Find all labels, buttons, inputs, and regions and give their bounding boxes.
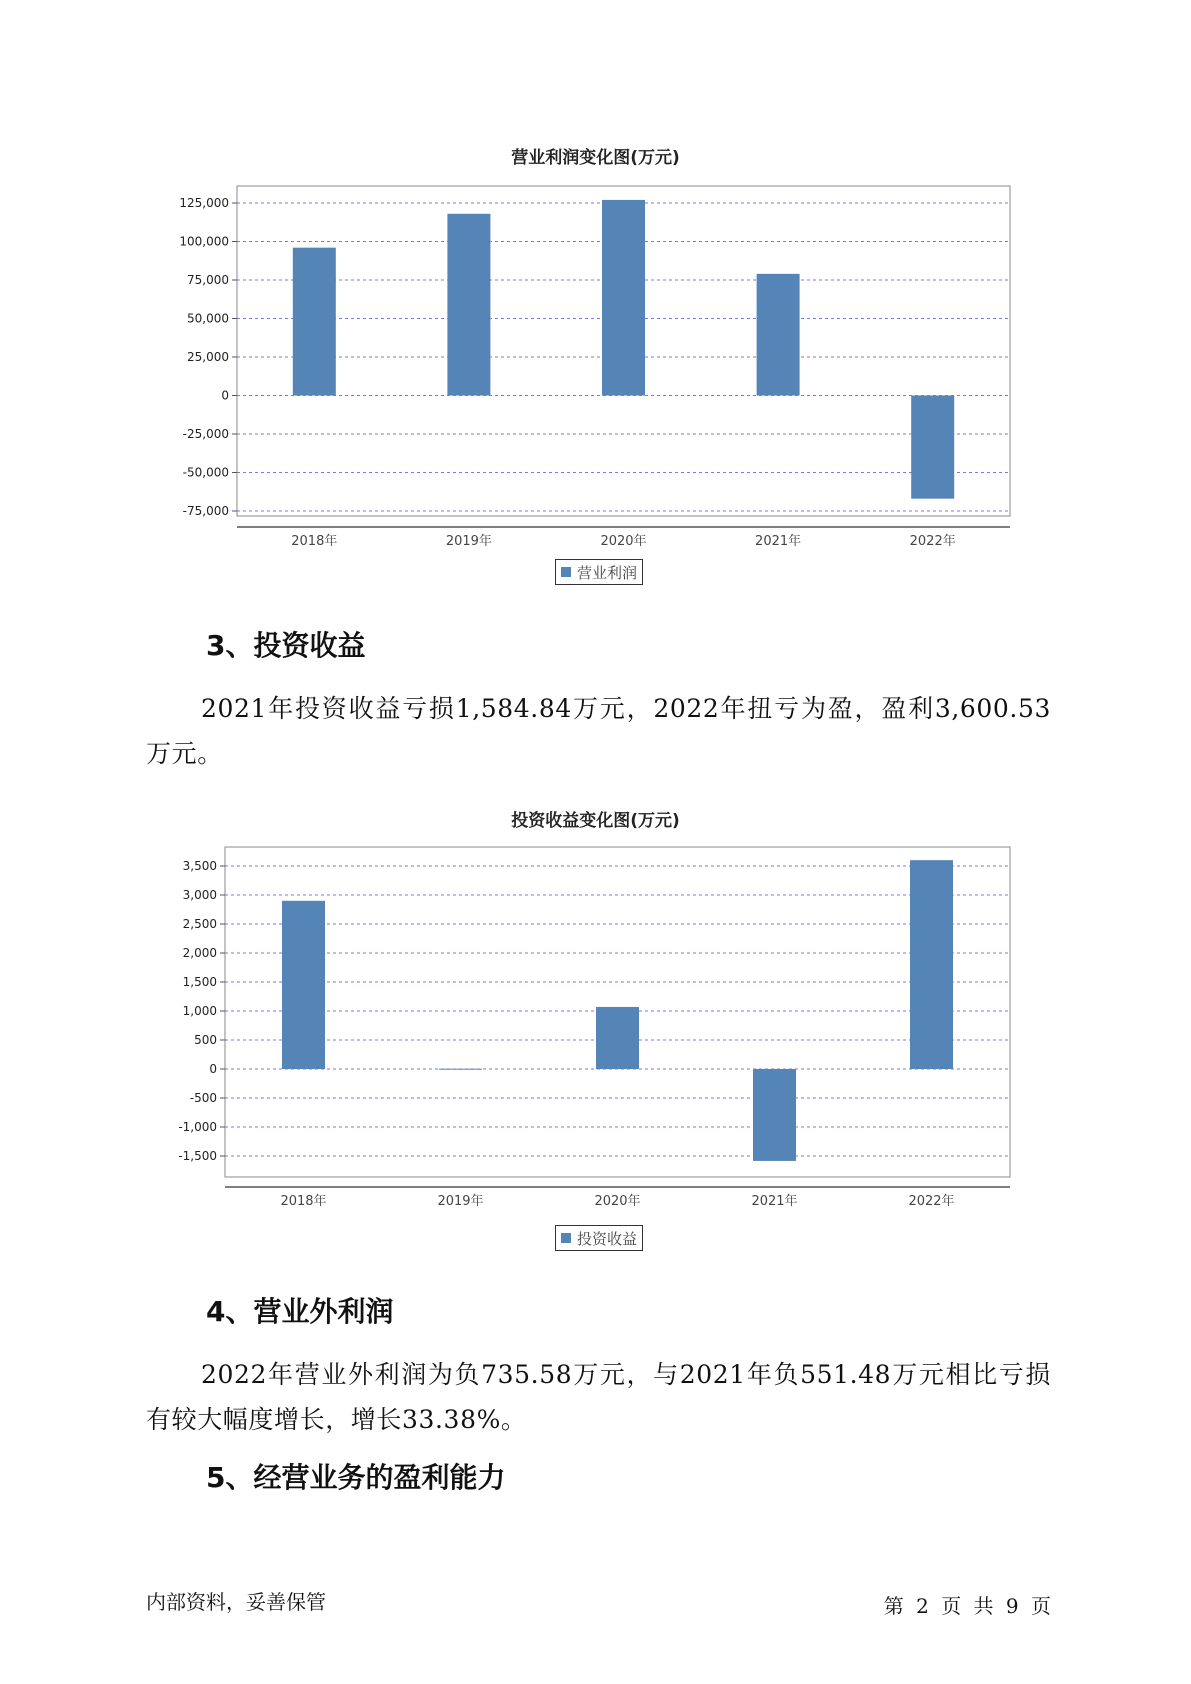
chart2-title: 投资收益变化图(万元) — [511, 811, 680, 831]
y-tick-label: 2,500 — [182, 917, 217, 931]
bar-2018年 — [282, 901, 325, 1069]
page-total-prefix: 共 — [973, 1594, 994, 1618]
x-tick-label: 2020年 — [594, 1194, 641, 1209]
y-tick-label: 1,500 — [182, 975, 217, 989]
bar-2020年 — [596, 1007, 639, 1069]
page-prefix: 第 — [883, 1594, 904, 1618]
section5-heading: 5、经营业务的盈利能力 — [206, 1461, 506, 1494]
chart1-title: 营业利润变化图(万元) — [511, 148, 680, 168]
y-tick-label: 75,000 — [187, 273, 229, 287]
x-tick-label: 2021年 — [755, 534, 802, 549]
bar-2022年 — [910, 860, 953, 1069]
y-tick-label: -1,500 — [178, 1149, 217, 1163]
chart1-legend-label: 营业利润 — [577, 563, 638, 582]
y-tick-label: 3,500 — [182, 859, 217, 873]
chart2-legend-swatch — [561, 1233, 571, 1243]
section4-paragraph: 2022年营业外利润为负735.58万元，与2021年负551.48万元相比亏损有较大幅度增长，增长33.38%。 — [146, 1360, 1051, 1434]
bar-2021年 — [753, 1069, 796, 1161]
section3-heading: 3、投资收益 — [206, 629, 366, 662]
page-current: 2 — [916, 1594, 929, 1618]
y-tick-label: 1,000 — [182, 1004, 217, 1018]
chart2-legend — [555, 1225, 643, 1251]
section4-heading: 4、营业外利润 — [206, 1295, 394, 1328]
y-tick-label: 2,000 — [182, 946, 217, 960]
footer-page-number — [884, 1590, 1051, 1619]
y-tick-label: 50,000 — [187, 311, 229, 326]
y-tick-label: -500 — [189, 1091, 217, 1105]
y-tick-label: 0 — [209, 1062, 217, 1076]
section3-paragraph: 2021年投资收益亏损1,584.84万元，2022年扭亏为盈，盈利3,600.53万元。 — [146, 694, 1051, 768]
y-tick-label: 125,000 — [179, 196, 229, 210]
x-tick-label: 2021年 — [751, 1194, 798, 1209]
y-tick-label: -50,000 — [182, 465, 229, 480]
y-tick-label: 3,000 — [182, 888, 217, 902]
page-total: 9 — [1005, 1594, 1019, 1618]
y-tick-label: 500 — [194, 1033, 217, 1047]
y-tick-label: -25,000 — [182, 427, 229, 441]
x-tick-label: 2018年 — [291, 534, 338, 549]
y-tick-label: -1,000 — [178, 1120, 217, 1134]
x-tick-label: 2020年 — [600, 534, 647, 549]
x-tick-label: 2022年 — [908, 1194, 955, 1209]
y-tick-label: -75,000 — [182, 504, 229, 518]
page-mid: 页 — [941, 1594, 962, 1618]
page-suffix: 页 — [1031, 1594, 1051, 1618]
x-tick-label: 2022年 — [909, 534, 956, 549]
x-tick-label: 2019年 — [445, 534, 492, 549]
y-tick-label: 25,000 — [187, 350, 229, 364]
x-tick-label: 2018年 — [280, 1194, 327, 1209]
x-tick-label: 2019年 — [437, 1194, 484, 1209]
bar-2019年 — [439, 1069, 482, 1070]
y-tick-label: 0 — [221, 388, 229, 403]
chart2-legend-label: 投资收益 — [577, 1229, 638, 1248]
y-tick-label: 100,000 — [179, 234, 229, 249]
footer-confidential-note: 内部资料，妥善保管 — [146, 1590, 326, 1614]
